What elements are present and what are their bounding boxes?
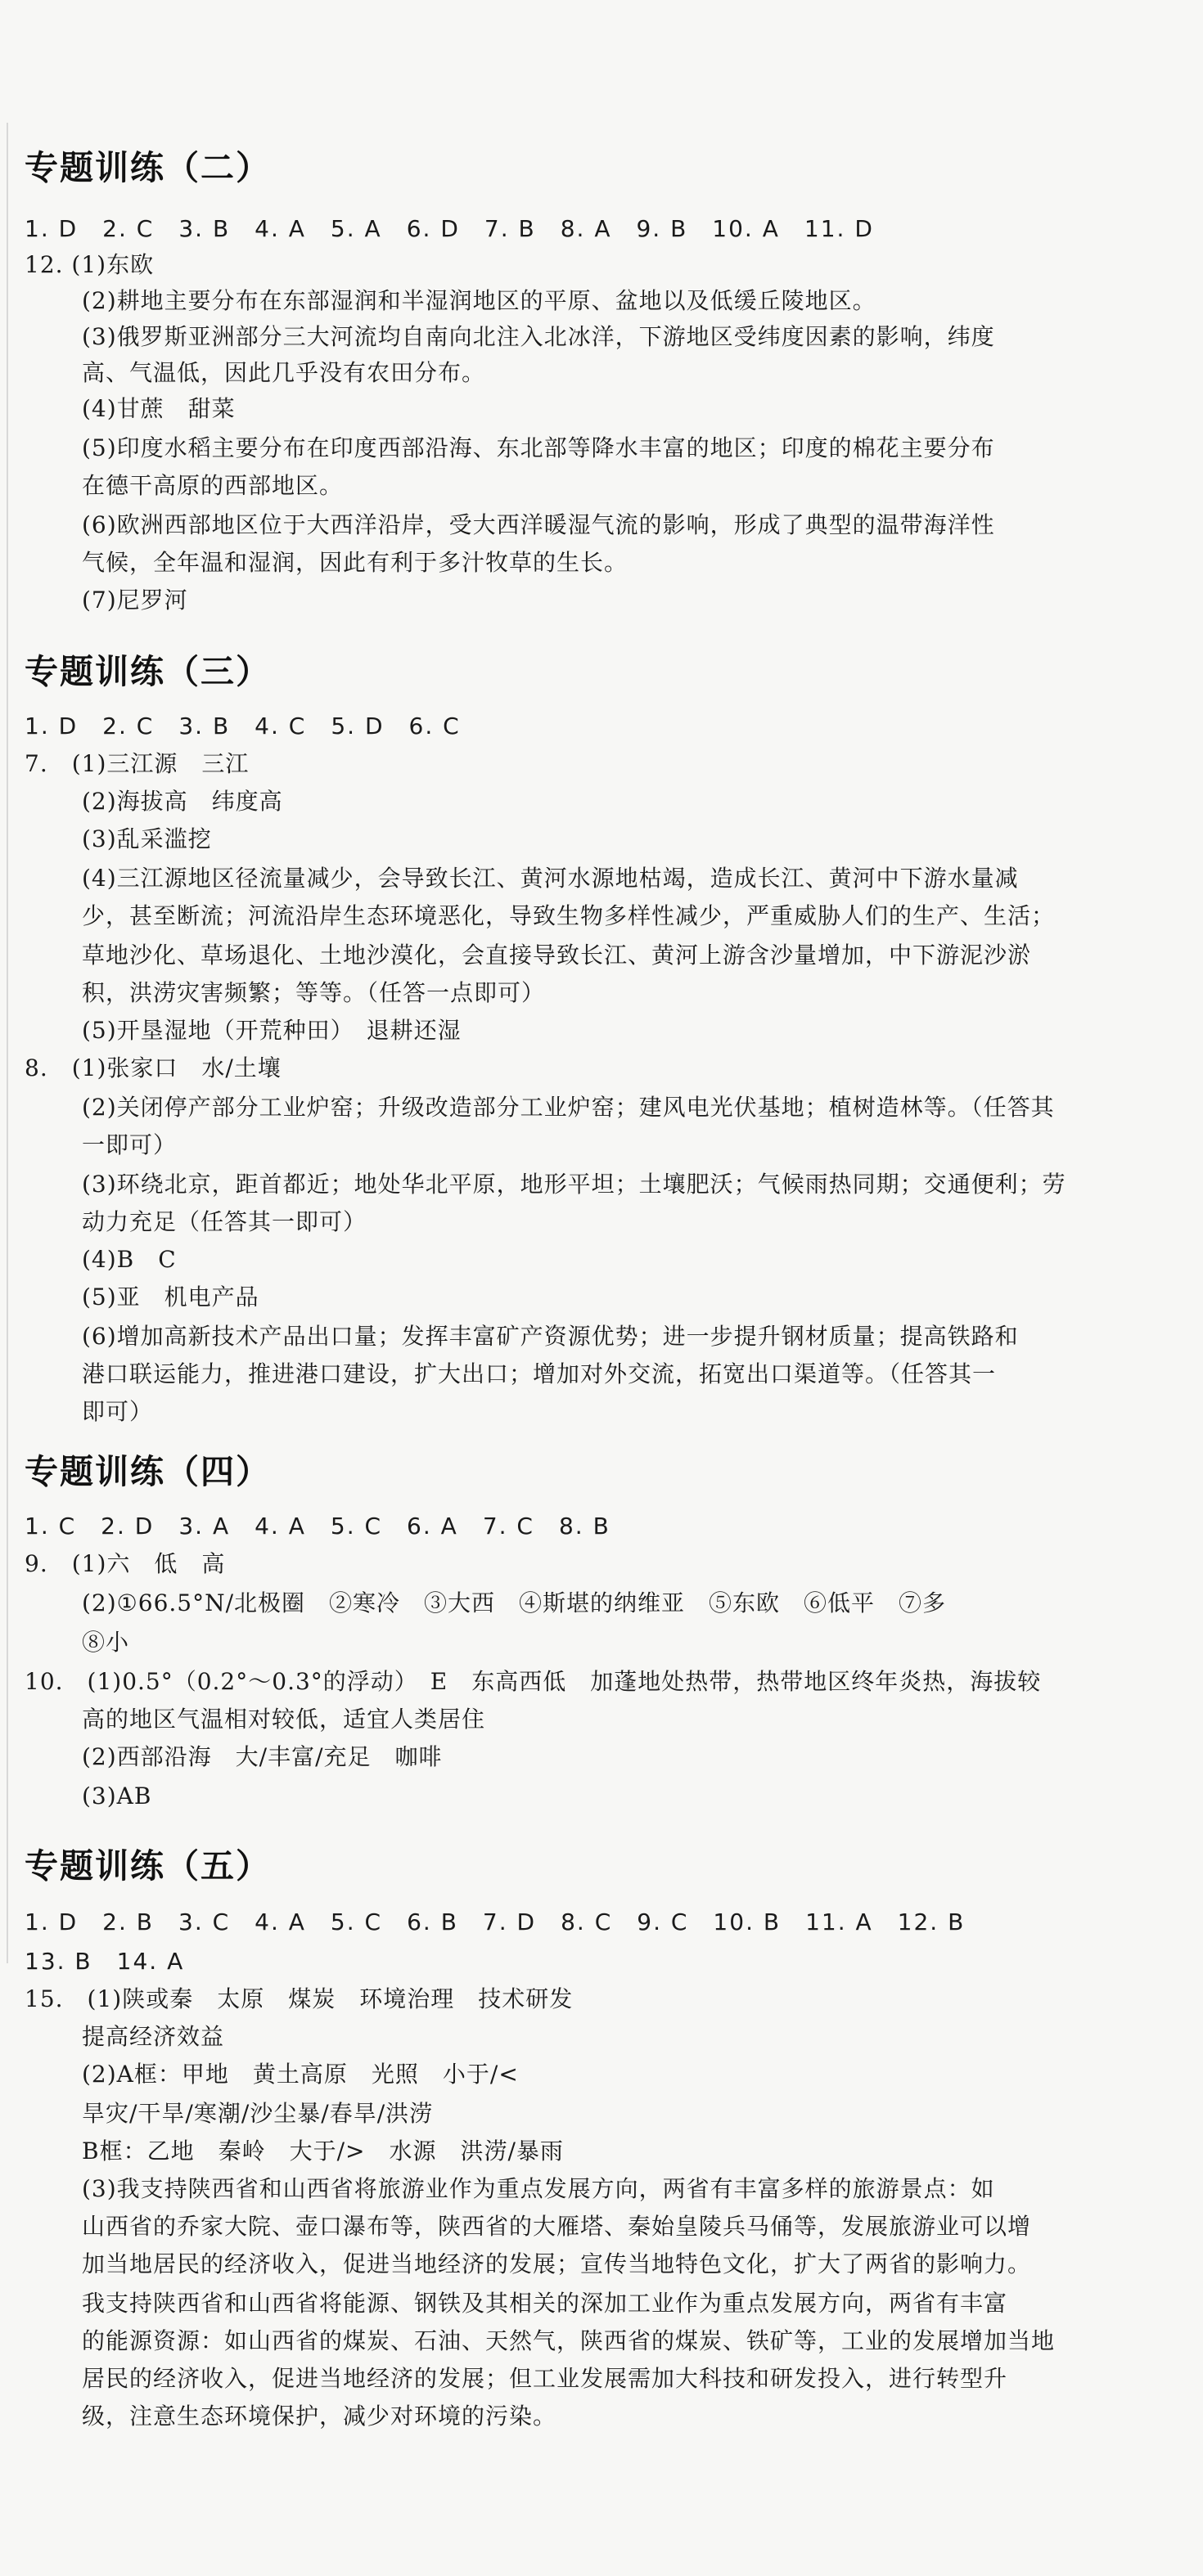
answer-line: 积，洪涝灾害频繁；等等。（任答一点即可） bbox=[82, 979, 546, 1006]
answer-line: 8. (1)张家口 水/土壤 bbox=[25, 1054, 282, 1081]
answer-line: (5)开垦湿地（开荒种田） 退耕还湿 bbox=[82, 1017, 462, 1044]
page-margin-line bbox=[7, 123, 8, 1963]
section-title: 专题训练（四） bbox=[25, 1452, 271, 1491]
answer-line: B框：乙地 秦岭 大于/> 水源 洪涝/暴雨 bbox=[82, 2138, 564, 2165]
answer-line: 12. (1)东欧 bbox=[25, 251, 155, 278]
section-title: 专题训练（五） bbox=[25, 1846, 271, 1886]
answer-line: 即可） bbox=[82, 1398, 154, 1425]
answer-line: (3)AB bbox=[82, 1783, 152, 1809]
answer-line: 提高经济效益 bbox=[82, 2023, 225, 2050]
answer-line: (2)海拔高 纬度高 bbox=[82, 788, 283, 815]
answer-line: (6)增加高新技术产品出口量；发挥丰富矿产资源优势；进一步提升钢材质量；提高铁路和 bbox=[82, 1323, 1019, 1350]
answer-line: (3)环绕北京，距首都近；地处华北平原，地形平坦；土壤肥沃；气候雨热同期；交通便利；劳 bbox=[82, 1171, 1066, 1198]
answer-line: 动力充足（任答其一即可） bbox=[82, 1208, 367, 1235]
answer-line: (4)三江源地区径流量减少，会导致长江、黄河水源地枯竭，造成长江、黄河中下游水量减 bbox=[82, 865, 1019, 892]
answer-line: 气候，全年温和湿润，因此有利于多汁牧草的生长。 bbox=[82, 549, 629, 576]
answer-line: (2)①66.5°N/北极圈 ②寒冷 ③大西 ④斯堪的纳维亚 ⑤东欧 ⑥低平 ⑦多 bbox=[82, 1589, 947, 1616]
answer-line: (2)西部沿海 大/丰富/充足 咖啡 bbox=[82, 1743, 443, 1770]
answer-line: (2)A框：甲地 黄土高原 光照 小于/< bbox=[82, 2061, 519, 2088]
answer-line: 旱灾/干旱/寒潮/沙尘暴/春旱/洪涝 bbox=[82, 2100, 434, 2127]
answer-line: (7)尼罗河 bbox=[82, 587, 188, 614]
answer-line: 我支持陕西省和山西省将能源、钢铁及其相关的深加工业作为重点发展方向，两省有丰富 bbox=[82, 2290, 1008, 2317]
answer-line: 港口联运能力，推进港口建设，扩大出口；增加对外交流，拓宽出口渠道等。（任答其一 bbox=[82, 1360, 997, 1387]
answer-line: 草地沙化、草场退化、土地沙漠化，会直接导致长江、黄河上游含沙量增加，中下游泥沙淤 bbox=[82, 942, 1032, 969]
answer-line: 1. D 2. C 3. B 4. A 5. A 6. D 7. B 8. A 9. B 10. A 11. D bbox=[25, 215, 874, 242]
answer-line: 加当地居民的经济收入，促进当地经济的发展；宣传当地特色文化，扩大了两省的影响力。 bbox=[82, 2250, 1032, 2277]
answer-line: 10. (1)0.5°（0.2°～0.3°的浮动） E 东高西低 加蓬地处热带，热带地区终年炎热，海拔较 bbox=[25, 1668, 1042, 1695]
answer-line: (2)耕地主要分布在东部湿润和半湿润地区的平原、盆地以及低缓丘陵地区。 bbox=[82, 287, 876, 314]
answer-line: 级，注意生态环境保护，减少对环境的污染。 bbox=[82, 2403, 557, 2430]
answer-line: (3)俄罗斯亚洲部分三大河流均自南向北注入北冰洋，下游地区受纬度因素的影响，纬度 bbox=[82, 323, 995, 350]
answer-line: 山西省的乔家大院、壶口瀑布等，陕西省的大雁塔、秦始皇陵兵马俑等，发展旅游业可以增 bbox=[82, 2213, 1032, 2240]
answer-line: 高的地区气温相对较低，适宜人类居住 bbox=[82, 1706, 486, 1733]
answer-line: (2)关闭停产部分工业炉窑；升级改造部分工业炉窑；建风电光伏基地；植树造林等。（任答其 bbox=[82, 1094, 1055, 1121]
answer-line: 7. (1)三江源 三江 bbox=[25, 750, 250, 777]
answer-line: 的能源资源：如山西省的煤炭、石油、天然气，陕西省的煤炭、铁矿等，工业的发展增加当地 bbox=[82, 2327, 1056, 2354]
answer-line: 在德干高原的西部地区。 bbox=[82, 472, 344, 499]
answer-line: 13. B 14. A bbox=[25, 1948, 185, 1975]
answer-line: 1. D 2. C 3. B 4. C 5. D 6. C bbox=[25, 713, 461, 740]
answer-line: (4)B C bbox=[82, 1246, 177, 1273]
answer-line: 高、气温低，因此几乎没有农田分布。 bbox=[82, 359, 486, 386]
answer-line: (5)印度水稻主要分布在印度西部沿海、东北部等降水丰富的地区；印度的棉花主要分布 bbox=[82, 434, 995, 461]
answer-line: (5)亚 机电产品 bbox=[82, 1284, 259, 1310]
answer-line: 15. (1)陕或秦 太原 煤炭 环境治理 技术研发 bbox=[25, 1985, 574, 2012]
answer-line: 一即可） bbox=[82, 1131, 178, 1158]
answer-line: 1. C 2. D 3. A 4. A 5. C 6. A 7. C 8. B bbox=[25, 1513, 611, 1540]
answer-line: (3)我支持陕西省和山西省将旅游业作为重点发展方向，两省有丰富多样的旅游景点：如 bbox=[82, 2175, 995, 2202]
answer-line: (3)乱采滥挖 bbox=[82, 825, 212, 852]
section-title: 专题训练（二） bbox=[25, 148, 271, 187]
answer-line: (6)欧洲西部地区位于大西洋沿岸，受大西洋暖湿气流的影响，形成了典型的温带海洋性 bbox=[82, 511, 995, 538]
answer-line: 少，甚至断流；河流沿岸生态环境恶化，导致生物多样性减少，严重威胁人们的生产、生活； bbox=[82, 902, 1056, 929]
answer-line: (4)甘蔗 甜菜 bbox=[82, 395, 236, 422]
answer-line: 居民的经济收入，促进当地经济的发展；但工业发展需加大科技和研发投入，进行转型升 bbox=[82, 2365, 1008, 2392]
answer-line: 1. D 2. B 3. C 4. A 5. C 6. B 7. D 8. C 9. C 10. B 11. A 12. B bbox=[25, 1908, 966, 1935]
answer-line: ⑧小 bbox=[82, 1629, 130, 1656]
answer-line: 9. (1)六 低 高 bbox=[25, 1550, 226, 1577]
section-title: 专题训练（三） bbox=[25, 652, 271, 691]
